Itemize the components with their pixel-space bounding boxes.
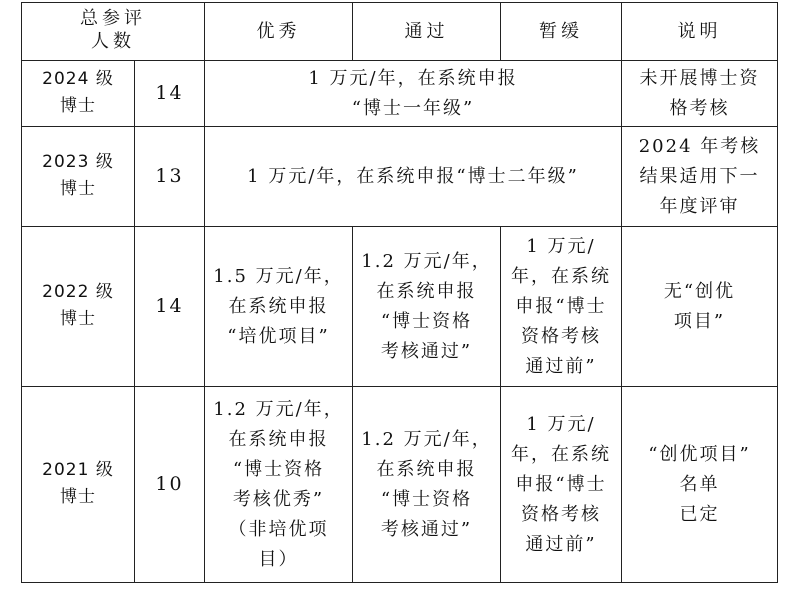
note-cell (622, 127, 778, 227)
note-cell (622, 61, 778, 127)
count-cell (135, 387, 205, 583)
excellent-text: 1.5 万元/年， 在系统申报 “培优项目” (213, 265, 344, 347)
grade-label: 2023 级 博士 (42, 152, 114, 199)
table-row-2023 (22, 127, 778, 227)
header-deferred-cell (501, 3, 622, 61)
participant-count: 14 (155, 82, 184, 104)
note-text: 2024 年考核 结果适用下一 年度评审 (638, 135, 761, 217)
grade-cell (22, 61, 135, 127)
note-text: 未开展博士资 格考核 (639, 67, 760, 119)
count-cell (135, 127, 205, 227)
excellent-text: 1.2 万元/年， 在系统申报 “博士资格 考核优秀” （非培优项 目） (213, 398, 344, 570)
grade-cell (22, 227, 135, 387)
header-pass: 通过 (404, 20, 449, 42)
participant-count: 10 (155, 473, 184, 495)
pass-text: 1.2 万元/年， 在系统申报 “博士资格 考核通过” (361, 428, 492, 540)
header-note-cell (622, 3, 778, 61)
note-cell (622, 387, 778, 583)
grade-cell (22, 127, 135, 227)
grade-label: 2024 级 博士 (42, 69, 114, 116)
grade-label: 2022 级 博士 (42, 282, 114, 329)
merged-award-cell (205, 127, 622, 227)
note-cell (622, 227, 778, 387)
deferred-cell (501, 387, 622, 583)
header-count-cell (22, 3, 205, 61)
excellent-cell (205, 227, 353, 387)
table-row-2021 (22, 387, 778, 583)
table-row-2024 (22, 61, 778, 127)
grade-label: 2021 级 博士 (42, 460, 114, 507)
note-text: “创优项目” 名单 已定 (648, 443, 751, 525)
header-excellent-cell (205, 3, 353, 61)
merged-award-text: 1 万元/年，在系统申报 “博士一年级” (308, 67, 518, 119)
deferred-text: 1 万元/ 年，在系统 申报“博士 资格考核 通过前” (511, 413, 611, 555)
pass-cell (353, 227, 501, 387)
header-row (22, 3, 778, 61)
count-cell (135, 227, 205, 387)
merged-award-text: 1 万元/年，在系统申报“博士二年级” (247, 165, 579, 187)
pass-text: 1.2 万元/年， 在系统申报 “博士资格 考核通过” (361, 250, 492, 362)
deferred-text: 1 万元/ 年，在系统 申报“博士 资格考核 通过前” (511, 235, 611, 377)
count-cell (135, 61, 205, 127)
scholarship-table (21, 2, 778, 583)
merged-award-cell (205, 61, 622, 127)
excellent-cell (205, 387, 353, 583)
table-row-2022 (22, 227, 778, 387)
header-count: 总参评 人数 (80, 7, 146, 52)
header-note: 说明 (677, 20, 722, 42)
note-text: 无“创优 项目” (663, 280, 736, 332)
deferred-cell (501, 227, 622, 387)
pass-cell (353, 387, 501, 583)
grade-cell (22, 387, 135, 583)
participant-count: 14 (155, 295, 184, 317)
header-deferred: 暂缓 (539, 20, 583, 42)
header-pass-cell (353, 3, 501, 61)
participant-count: 13 (155, 165, 184, 187)
header-excellent: 优秀 (256, 20, 301, 42)
